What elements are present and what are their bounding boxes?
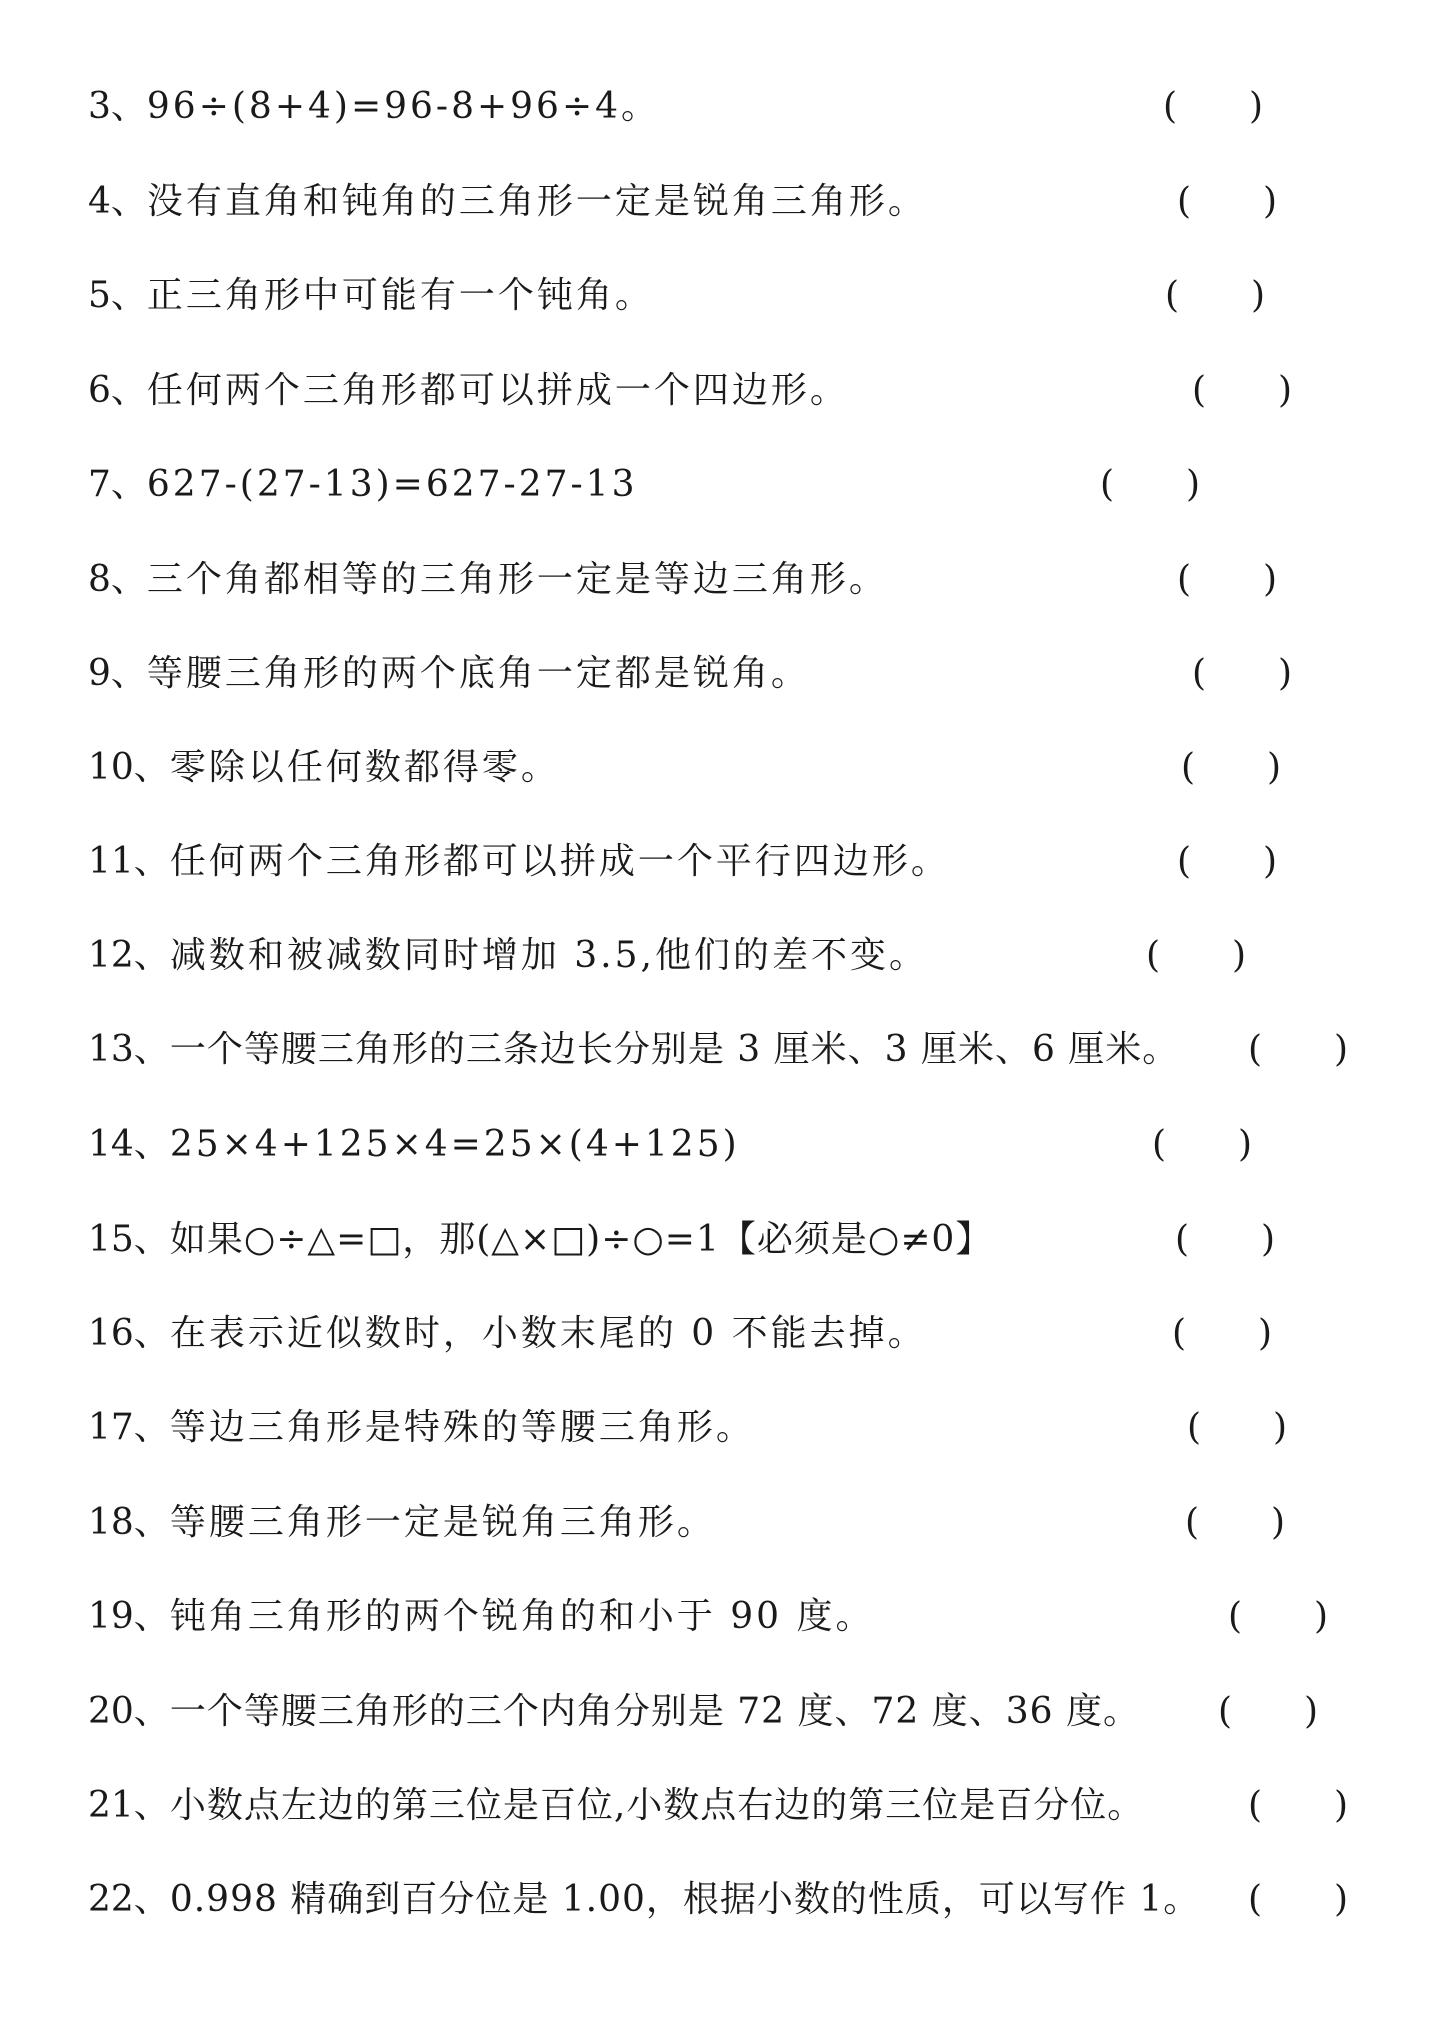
answer-blank-16[interactable] xyxy=(1172,1304,1272,1364)
open-paren: ( xyxy=(1187,1407,1202,1448)
open-paren: ( xyxy=(1228,1596,1243,1637)
question-text: 等边三角形是特殊的等腰三角形。 xyxy=(169,1407,755,1448)
answer-blank-15[interactable] xyxy=(1175,1210,1275,1270)
close-paren: ) xyxy=(1272,1407,1287,1448)
question-text: 一个等腰三角形的三条边长分别是 3 厘米、3 厘米、6 厘米。 xyxy=(169,1029,1180,1070)
close-paren: ) xyxy=(1270,1502,1285,1543)
answer-blank-14[interactable] xyxy=(1152,1115,1252,1175)
question-10 xyxy=(88,738,560,798)
question-15 xyxy=(88,1210,992,1270)
question-text: 钝角三角形的两个锐角的和小于 90 度。 xyxy=(169,1596,875,1637)
question-13 xyxy=(88,1020,1179,1080)
question-19 xyxy=(88,1587,875,1647)
question-22 xyxy=(88,1870,1200,1930)
question-number: 10、 xyxy=(88,747,170,788)
open-paren: ( xyxy=(1218,1691,1233,1732)
question-20 xyxy=(88,1682,1140,1742)
question-number: 17、 xyxy=(88,1407,170,1448)
question-number: 22、 xyxy=(88,1879,170,1920)
answer-blank-12[interactable] xyxy=(1146,926,1246,986)
question-number: 8、 xyxy=(88,559,147,600)
question-number: 11、 xyxy=(88,841,170,882)
answer-blank-20[interactable] xyxy=(1218,1682,1318,1742)
question-text: 25×4+125×4=25×(4+125) xyxy=(169,1124,740,1165)
question-4 xyxy=(88,172,927,232)
question-text: 三个角都相等的三角形一定是等边三角形。 xyxy=(146,559,888,600)
open-paren: ( xyxy=(1192,370,1207,411)
open-paren: ( xyxy=(1185,1502,1200,1543)
answer-blank-6[interactable] xyxy=(1192,361,1292,421)
answer-blank-4[interactable] xyxy=(1177,172,1277,232)
question-18 xyxy=(88,1493,716,1553)
answer-blank-3[interactable] xyxy=(1163,77,1263,137)
question-number: 19、 xyxy=(88,1596,170,1637)
question-number: 18、 xyxy=(88,1502,170,1543)
close-paren: ) xyxy=(1248,86,1263,127)
question-9 xyxy=(88,644,810,704)
question-16 xyxy=(88,1304,927,1364)
close-paren: ) xyxy=(1262,181,1277,222)
question-text: 正三角形中可能有一个钝角。 xyxy=(146,275,654,316)
close-paren: ) xyxy=(1313,1596,1328,1637)
close-paren: ) xyxy=(1277,370,1292,411)
question-text: 没有直角和钝角的三角形一定是锐角三角形。 xyxy=(146,181,927,222)
close-paren: ) xyxy=(1277,653,1292,694)
close-paren: ) xyxy=(1333,1879,1348,1920)
answer-blank-17[interactable] xyxy=(1187,1398,1287,1458)
question-14 xyxy=(88,1115,740,1175)
question-17 xyxy=(88,1398,755,1458)
answer-blank-18[interactable] xyxy=(1185,1493,1285,1553)
question-number: 3、 xyxy=(88,86,147,127)
close-paren: ) xyxy=(1231,935,1246,976)
close-paren: ) xyxy=(1266,747,1281,788)
question-text: 零除以任何数都得零。 xyxy=(169,747,560,788)
question-text: 在表示近似数时，小数末尾的 0 不能去掉。 xyxy=(169,1313,927,1354)
question-3 xyxy=(88,77,660,137)
answer-blank-5[interactable] xyxy=(1165,266,1265,326)
question-text: 小数点左边的第三位是百位,小数点右边的第三位是百分位。 xyxy=(169,1785,1145,1826)
question-text: 一个等腰三角形的三个内角分别是 72 度、72 度、36 度。 xyxy=(169,1691,1141,1732)
question-text: 0.998 精确到百分位是 1.00，根据小数的性质，可以写作 1。 xyxy=(169,1879,1201,1920)
close-paren: ) xyxy=(1237,1124,1252,1165)
question-12 xyxy=(88,926,928,986)
question-21 xyxy=(88,1776,1144,1836)
answer-blank-9[interactable] xyxy=(1192,644,1292,704)
question-text: 等腰三角形的两个底角一定都是锐角。 xyxy=(146,653,810,694)
question-number: 13、 xyxy=(88,1029,170,1070)
question-number: 4、 xyxy=(88,181,147,222)
open-paren: ( xyxy=(1165,275,1180,316)
answer-blank-13[interactable] xyxy=(1248,1020,1348,1080)
close-paren: ) xyxy=(1260,1219,1275,1260)
open-paren: ( xyxy=(1177,181,1192,222)
question-text: 627-(27-13)=627-27-13 xyxy=(146,464,638,505)
answer-blank-10[interactable] xyxy=(1181,738,1281,798)
question-8 xyxy=(88,550,888,610)
question-text: 任何两个三角形都可以拼成一个四边形。 xyxy=(146,370,849,411)
question-text: 减数和被减数同时增加 3.5,他们的差不变。 xyxy=(169,935,928,976)
close-paren: ) xyxy=(1257,1313,1272,1354)
answer-blank-21[interactable] xyxy=(1248,1776,1348,1836)
question-number: 15、 xyxy=(88,1219,170,1260)
open-paren: ( xyxy=(1248,1879,1263,1920)
open-paren: ( xyxy=(1175,1219,1190,1260)
open-paren: ( xyxy=(1172,1313,1187,1354)
open-paren: ( xyxy=(1177,841,1192,882)
question-11 xyxy=(88,832,950,892)
open-paren: ( xyxy=(1100,464,1115,505)
close-paren: ) xyxy=(1185,464,1200,505)
question-number: 5、 xyxy=(88,275,147,316)
question-number: 16、 xyxy=(88,1313,170,1354)
question-text: 96÷(8+4)=96-8+96÷4。 xyxy=(146,86,661,127)
question-5 xyxy=(88,266,654,326)
open-paren: ( xyxy=(1181,747,1196,788)
open-paren: ( xyxy=(1146,935,1161,976)
close-paren: ) xyxy=(1250,275,1265,316)
question-number: 12、 xyxy=(88,935,170,976)
question-text: 如果○÷△=□，那(△×□)÷○=1【必须是○≠0】 xyxy=(169,1219,993,1260)
question-number: 9、 xyxy=(88,653,147,694)
open-paren: ( xyxy=(1192,653,1207,694)
open-paren: ( xyxy=(1177,559,1192,600)
close-paren: ) xyxy=(1262,559,1277,600)
question-6 xyxy=(88,361,849,421)
question-7 xyxy=(88,455,637,515)
close-paren: ) xyxy=(1262,841,1277,882)
open-paren: ( xyxy=(1152,1124,1167,1165)
answer-blank-7[interactable] xyxy=(1100,455,1200,515)
question-number: 21、 xyxy=(88,1785,170,1826)
open-paren: ( xyxy=(1248,1029,1263,1070)
question-number: 6、 xyxy=(88,370,147,411)
open-paren: ( xyxy=(1163,86,1178,127)
answer-blank-22[interactable] xyxy=(1248,1870,1348,1930)
question-text: 等腰三角形一定是锐角三角形。 xyxy=(169,1502,716,1543)
answer-blank-8[interactable] xyxy=(1177,550,1277,610)
close-paren: ) xyxy=(1333,1785,1348,1826)
close-paren: ) xyxy=(1333,1029,1348,1070)
question-number: 14、 xyxy=(88,1124,170,1165)
answer-blank-19[interactable] xyxy=(1228,1587,1328,1647)
open-paren: ( xyxy=(1248,1785,1263,1826)
question-number: 20、 xyxy=(88,1691,170,1732)
answer-blank-11[interactable] xyxy=(1177,832,1277,892)
close-paren: ) xyxy=(1303,1691,1318,1732)
question-number: 7、 xyxy=(88,464,147,505)
question-text: 任何两个三角形都可以拼成一个平行四边形。 xyxy=(169,841,950,882)
